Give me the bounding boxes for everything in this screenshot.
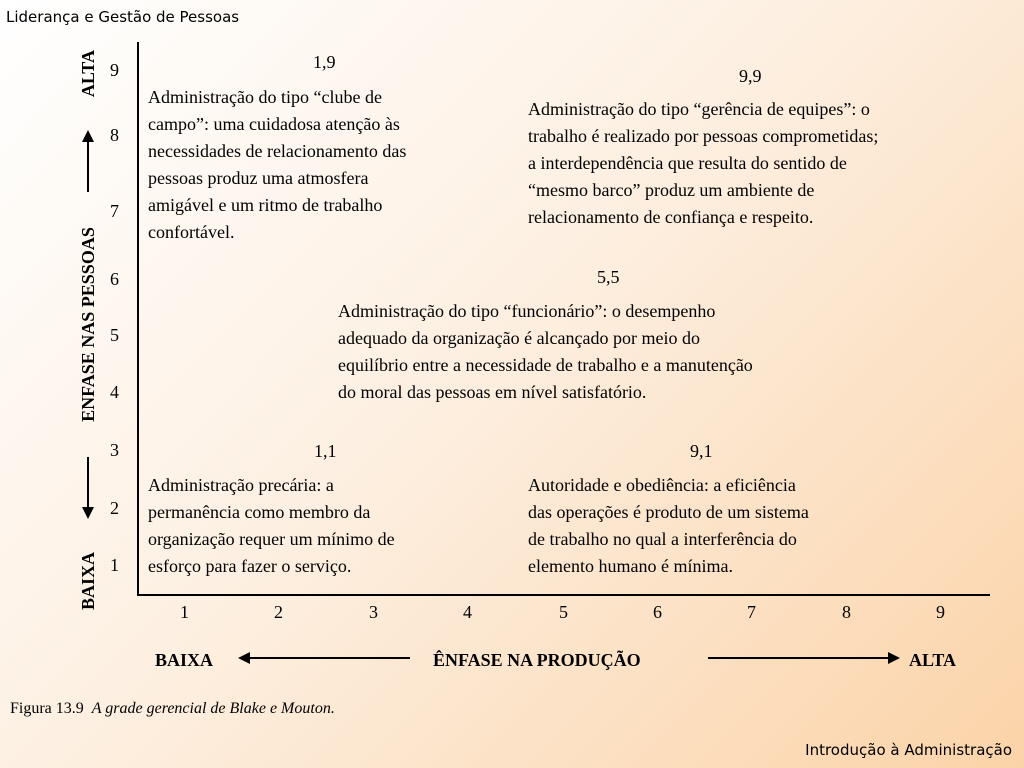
x-tick-label: 4 bbox=[463, 602, 472, 622]
caption-label: Figura 13.9 bbox=[10, 700, 84, 717]
desc-line: Autoridade e obediência: a eficiência bbox=[528, 475, 796, 495]
coord-9-1: 9,1 bbox=[690, 441, 713, 461]
desc-line: das operações é produto de um sistema bbox=[528, 502, 809, 522]
desc-line: amigável e um ritmo de trabalho bbox=[148, 195, 383, 215]
x-tick-label: 7 bbox=[747, 602, 756, 622]
desc-9-9 bbox=[528, 96, 878, 231]
y-tick-label: 8 bbox=[110, 125, 119, 145]
y-axis-high-label: ALTA bbox=[77, 50, 98, 98]
desc-line: equilíbrio entre a necessidade de trabalho e a manutenção bbox=[338, 355, 753, 375]
desc-line: Administração precária: a bbox=[148, 475, 334, 495]
coord-1-1: 1,1 bbox=[314, 441, 337, 461]
x-axis-low-label: BAIXA bbox=[155, 650, 214, 670]
header-title: Liderança e Gestão de Pessoas bbox=[6, 8, 240, 26]
desc-line: Administração do tipo “gerência de equipes”: o bbox=[528, 99, 870, 119]
desc-5-5 bbox=[338, 298, 753, 406]
desc-line: trabalho é realizado por pessoas comprometidas; bbox=[528, 126, 879, 146]
coord-1-9: 1,9 bbox=[313, 52, 336, 72]
x-tick-label: 8 bbox=[842, 602, 851, 622]
caption-text: A grade gerencial de Blake e Mouton. bbox=[91, 700, 335, 717]
desc-1-9 bbox=[148, 84, 406, 246]
x-tick-label: 9 bbox=[936, 602, 945, 622]
y-axis-title: ENFASE NAS PESSOAS bbox=[77, 227, 98, 422]
x-tick-label: 5 bbox=[559, 602, 568, 622]
x-tick-label: 1 bbox=[180, 602, 189, 622]
y-tick-label: 9 bbox=[110, 60, 119, 80]
desc-line: pessoas produz uma atmosfera bbox=[148, 168, 369, 188]
x-axis-title: ÊNFASE NA PRODUÇÃO bbox=[433, 650, 641, 670]
coord-9-9: 9,9 bbox=[739, 66, 762, 86]
figure-caption bbox=[10, 700, 335, 718]
desc-line: Administração do tipo “funcionário”: o desempenho bbox=[338, 301, 716, 321]
desc-line: permanência como membro da bbox=[148, 502, 371, 522]
y-axis-down-arrow bbox=[87, 457, 89, 517]
y-tick-label: 1 bbox=[110, 555, 119, 575]
desc-line: Administração do tipo “clube de bbox=[148, 87, 382, 107]
y-tick-label: 7 bbox=[110, 201, 119, 221]
desc-line: relacionamento de confiança e respeito. bbox=[528, 207, 814, 227]
desc-line: de trabalho no qual a interferência do bbox=[528, 529, 797, 549]
desc-line: a interdependência que resulta do sentido de bbox=[528, 153, 847, 173]
desc-line: confortável. bbox=[148, 222, 235, 242]
x-tick-label: 6 bbox=[653, 602, 662, 622]
desc-9-1 bbox=[528, 472, 809, 580]
desc-line: organização requer um mínimo de bbox=[148, 529, 395, 549]
desc-line: esforço para fazer o serviço. bbox=[148, 556, 352, 576]
desc-line: adequado da organização é alcançado por meio do bbox=[338, 328, 700, 348]
y-tick-label: 4 bbox=[110, 382, 119, 402]
desc-line: “mesmo barco” produz um ambiente de bbox=[528, 180, 815, 200]
coord-5-5: 5,5 bbox=[597, 267, 620, 287]
desc-line: campo”: uma cuidadosa atenção às bbox=[148, 114, 400, 134]
y-tick-label: 3 bbox=[110, 440, 119, 460]
y-axis-up-arrow bbox=[87, 132, 89, 192]
desc-line: necessidades de relacionamento das bbox=[148, 141, 407, 161]
x-tick-label: 3 bbox=[369, 602, 378, 622]
footer-title: Introdução à Administração bbox=[805, 741, 1012, 759]
y-axis-low-label: BAIXA bbox=[77, 551, 98, 610]
x-axis-left-arrow bbox=[240, 657, 410, 659]
desc-line: elemento humano é mínima. bbox=[528, 556, 733, 576]
y-tick-label: 5 bbox=[110, 325, 119, 345]
desc-line: do moral das pessoas em nível satisfatório. bbox=[338, 382, 647, 402]
y-tick-label: 6 bbox=[110, 269, 119, 289]
y-tick-label: 2 bbox=[110, 498, 119, 518]
x-tick-label: 2 bbox=[274, 602, 283, 622]
y-axis-title-group bbox=[76, 50, 100, 610]
desc-1-1 bbox=[148, 472, 395, 580]
x-axis-high-label: ALTA bbox=[909, 650, 957, 670]
x-axis-right-arrow bbox=[708, 657, 898, 659]
